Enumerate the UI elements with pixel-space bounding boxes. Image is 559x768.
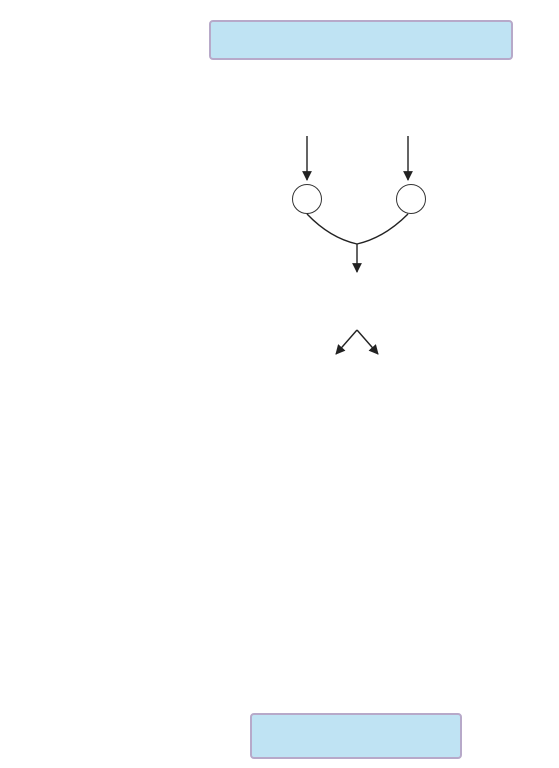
lineage-arrows xyxy=(307,136,408,354)
gamete-merge-lines xyxy=(307,214,408,244)
result-box xyxy=(250,713,462,759)
f1-left-arrow xyxy=(336,330,357,354)
f1-right-arrow xyxy=(357,330,378,354)
